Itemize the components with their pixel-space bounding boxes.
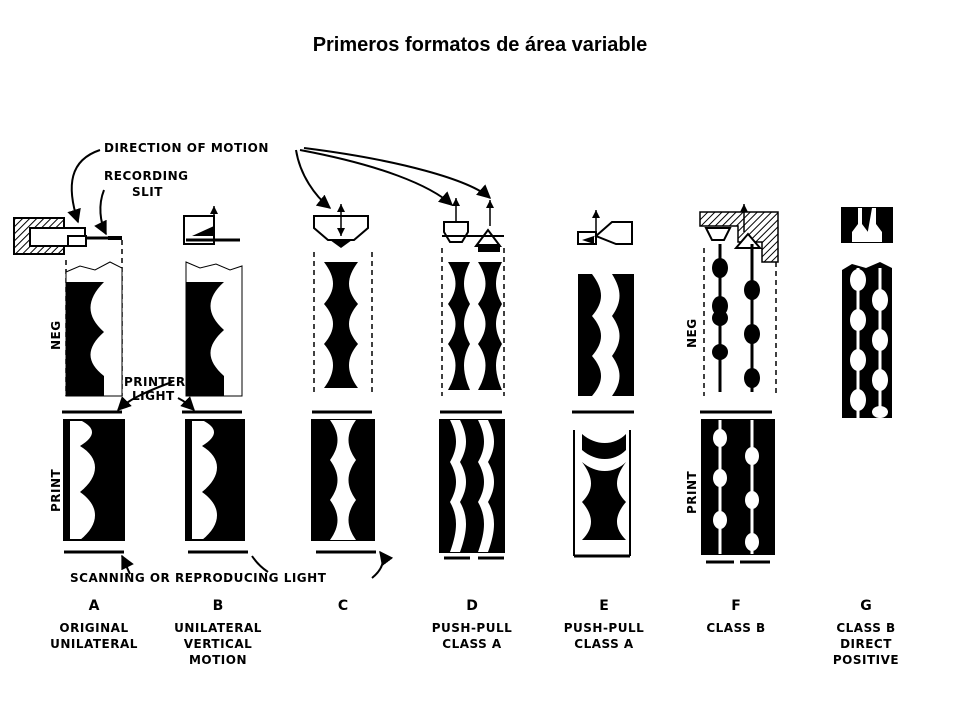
negative-track-f xyxy=(704,244,776,396)
print-track-e xyxy=(574,430,630,556)
print-track-f xyxy=(702,420,774,554)
column-caption-a-line1: ORIGINAL xyxy=(59,621,129,635)
column-letter-c: C xyxy=(337,598,349,614)
column-g xyxy=(842,208,892,418)
column-caption-d-line1: PUSH-PULL xyxy=(431,621,513,635)
column-letter-b: B xyxy=(212,598,224,614)
recording-label: RECORDING xyxy=(104,169,189,183)
column-caption-b-line3: MOTION xyxy=(188,653,248,667)
column-caption-g-line3: POSITIVE xyxy=(832,653,900,667)
column-caption-d-line2: CLASS A xyxy=(442,637,502,651)
column-b xyxy=(182,206,248,552)
column-caption-g-line1: CLASS B xyxy=(836,621,896,635)
negative-track-b xyxy=(186,262,242,396)
column-letter-g: G xyxy=(860,598,872,614)
light-label: LIGHT xyxy=(132,389,175,403)
negative-track-g xyxy=(842,262,892,418)
annotation-arrows xyxy=(72,148,490,578)
column-letter-d: D xyxy=(466,598,478,614)
print-track-b xyxy=(186,420,244,540)
negative-track-d xyxy=(442,248,504,396)
column-a xyxy=(14,218,124,552)
recording-head-b xyxy=(184,206,240,244)
print-track-a xyxy=(64,420,124,540)
column-caption-b-line1: UNILATERAL xyxy=(174,621,262,635)
recording-head-g xyxy=(842,208,892,242)
column-letter-a: A xyxy=(88,598,100,614)
recording-head-f xyxy=(700,204,778,262)
column-letter-f: F xyxy=(731,598,741,614)
column-f xyxy=(700,204,778,562)
column-caption-f-line1: CLASS B xyxy=(706,621,766,635)
column-caption-b-line2: VERTICAL xyxy=(183,637,253,651)
column-d xyxy=(440,198,504,558)
column-c xyxy=(312,204,376,552)
column-caption-g-line2: DIRECT xyxy=(840,637,892,651)
print-label-f: PRINT xyxy=(685,470,699,514)
print-track-c xyxy=(312,420,374,540)
negative-track-e xyxy=(578,274,634,396)
column-caption-a-line2: UNILATERAL xyxy=(50,637,138,651)
page-title: Primeros formatos de área variable xyxy=(312,34,648,56)
negative-track-c xyxy=(314,252,372,396)
recording-head-d xyxy=(442,198,504,252)
print-track-d xyxy=(440,420,504,552)
column-letter-e: E xyxy=(599,598,609,614)
neg-label-f: NEG xyxy=(685,318,699,348)
column-caption-e-line2: CLASS A xyxy=(574,637,634,651)
column-e xyxy=(572,210,634,556)
direction-of-motion-label: DIRECTION OF MOTION xyxy=(104,141,269,155)
print-label-a: PRINT xyxy=(49,468,63,512)
recording-head-e xyxy=(578,210,632,244)
neg-label-a: NEG xyxy=(49,320,63,350)
column-caption-e-line1: PUSH-PULL xyxy=(563,621,645,635)
negative-track-a xyxy=(66,240,122,396)
printer-label: PRINTER xyxy=(124,375,186,389)
slit-label: SLIT xyxy=(132,185,163,199)
recording-head-a xyxy=(14,218,122,254)
recording-head-c xyxy=(314,204,368,248)
scanning-label: SCANNING OR REPRODUCING LIGHT xyxy=(70,571,327,585)
column-labels xyxy=(50,598,899,667)
